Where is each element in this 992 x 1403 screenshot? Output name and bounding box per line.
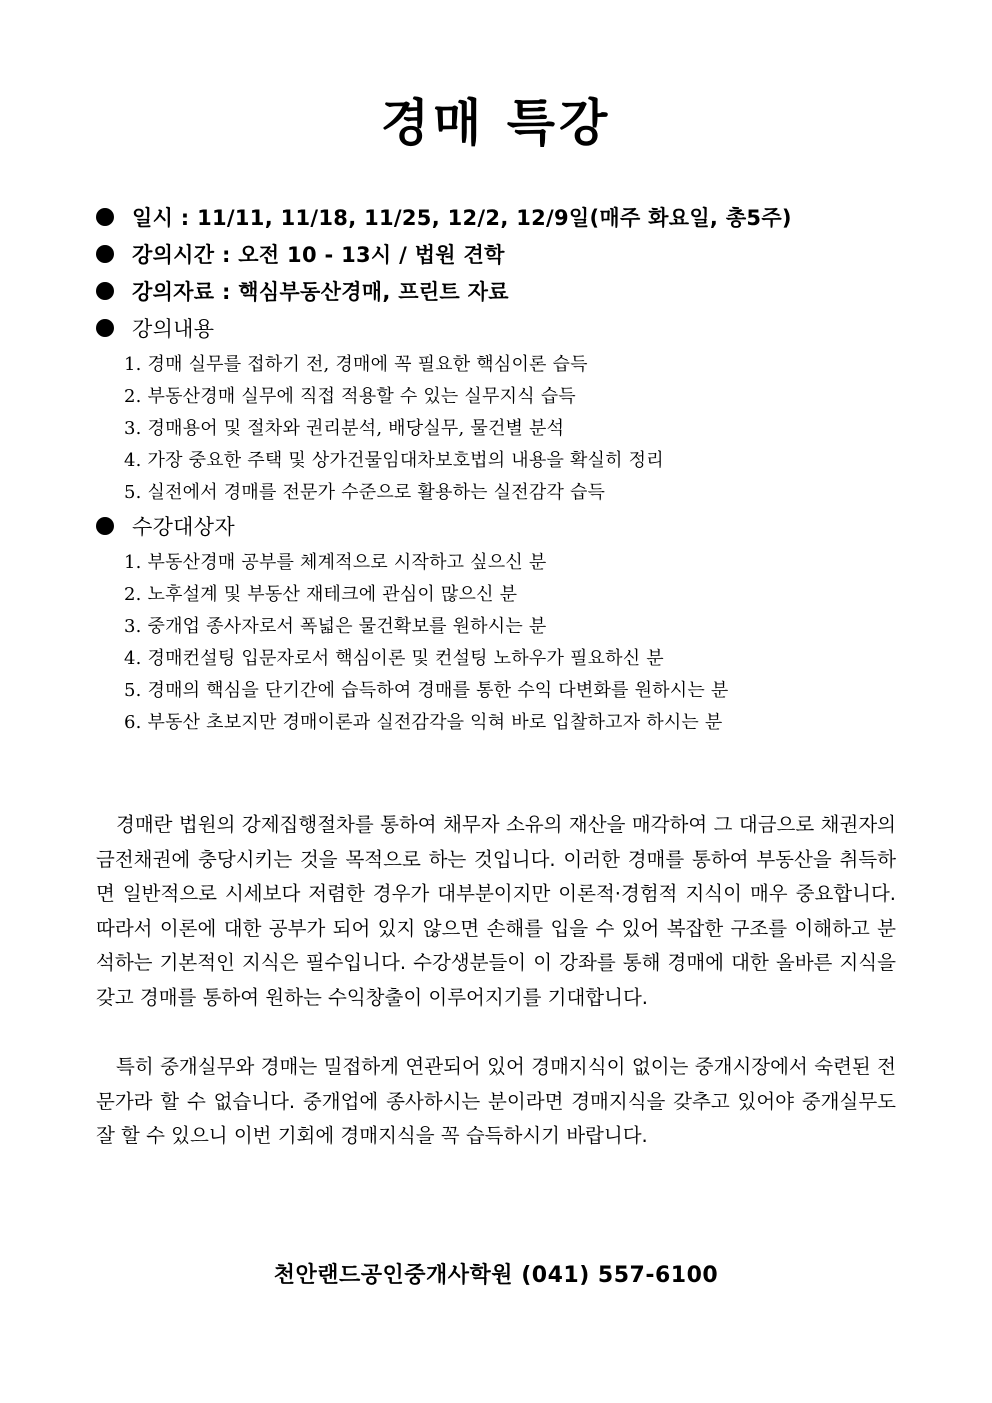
bullet-schedule (96, 200, 792, 234)
list-item: 5. 경매의 핵심을 단기간에 습득하여 경매를 통한 수익 다변화를 원하시는 분 (124, 680, 729, 701)
list-item: 2. 노후설계 및 부동산 재테크에 관심이 많으신 분 (124, 584, 518, 605)
list-item: 1. 경매 실무를 접하기 전, 경매에 꼭 필요한 핵심이론 습득 (124, 354, 588, 375)
schedule-text: 일시 : 11/11, 11/18, 11/25, 12/2, 12/9일(매주 화요일, 총5주) (132, 206, 792, 230)
page-title: 경매 특강 (380, 94, 612, 152)
list-item: 4. 가장 중요한 주택 및 상가건물임대차보호법의 내용을 확실히 정리 (124, 450, 664, 471)
bullet-icon (96, 319, 114, 337)
bullet-content-heading (96, 311, 214, 345)
list-item: 1. 부동산경매 공부를 체계적으로 시작하고 싶으신 분 (124, 552, 547, 573)
list-item: 4. 경매컨설팅 입문자로서 핵심이론 및 컨설팅 노하우가 필요하신 분 (124, 648, 664, 669)
list-item: 3. 경매용어 및 절차와 권리분석, 배당실무, 물건별 분석 (124, 418, 565, 439)
list-item: 2. 부동산경매 실무에 직접 적용할 수 있는 실무지식 습득 (124, 386, 576, 407)
list-item: 5. 실전에서 경매를 전문가 수준으로 활용하는 실전감각 습득 (124, 482, 606, 503)
bullet-icon (96, 517, 114, 535)
closing-paragraph: 특히 중개실무와 경매는 밀접하게 연관되어 있어 경매지식이 없이는 중개시장에서 숙련된 전문가라 할 수 없습니다. 중개업에 종사하시는 분이라면 경매지식을 갖추고 있어야 중개실무도 잘 할 수 있으니 이번 기회에 경매지식을 꼭 습득하시기 바랍니다. (96, 1055, 896, 1147)
bullet-icon (96, 208, 114, 226)
bullet-icon (96, 282, 114, 300)
bullet-audience-heading (96, 509, 235, 543)
content-list (124, 349, 664, 509)
audience-list (124, 547, 728, 739)
bullet-icon (96, 245, 114, 263)
bullet-materials (96, 274, 509, 308)
bullet-time (96, 237, 505, 271)
content-heading: 강의내용 (132, 317, 215, 341)
time-text: 강의시간 : 오전 10 - 13시 / 법원 견학 (132, 243, 505, 267)
intro-paragraph: 경매란 법원의 강제집행절차를 통하여 채무자 소유의 재산을 매각하여 그 대금으로 채권자의 금전채권에 충당시키는 것을 목적으로 하는 것입니다. 이러한 경매를 통하여 부동산을 취득하면 일반적으로 시세보다 저렴한 경우가 대부분이지만 이론적·경험적 지식이 매우 중요합니다. 따라서 이론에 대한 공부가 되어 있지 않으면 손해를 입을 수 있어 복잡한 구조를 이해하고 분석하는 기본적인 지식은 필수입니다. 수강생분들이 이 강좌를 통해 경매에 대한 올바른 지식을 갖고 경매를 통하여 원하는 수익창출이 이루어지기를 기대합니다. (96, 813, 896, 1009)
list-item: 6. 부동산 초보지만 경매이론과 실전감각을 익혀 바로 입찰하고자 하시는 분 (124, 712, 723, 733)
list-item: 3. 중개업 종사자로서 폭넓은 물건확보를 원하시는 분 (124, 616, 547, 637)
materials-text: 강의자료 : 핵심부동산경매, 프린트 자료 (132, 280, 509, 304)
audience-heading: 수강대상자 (132, 515, 235, 539)
academy-contact: 천안랜드공인중개사학원 (041) 557-6100 (273, 1263, 719, 1288)
